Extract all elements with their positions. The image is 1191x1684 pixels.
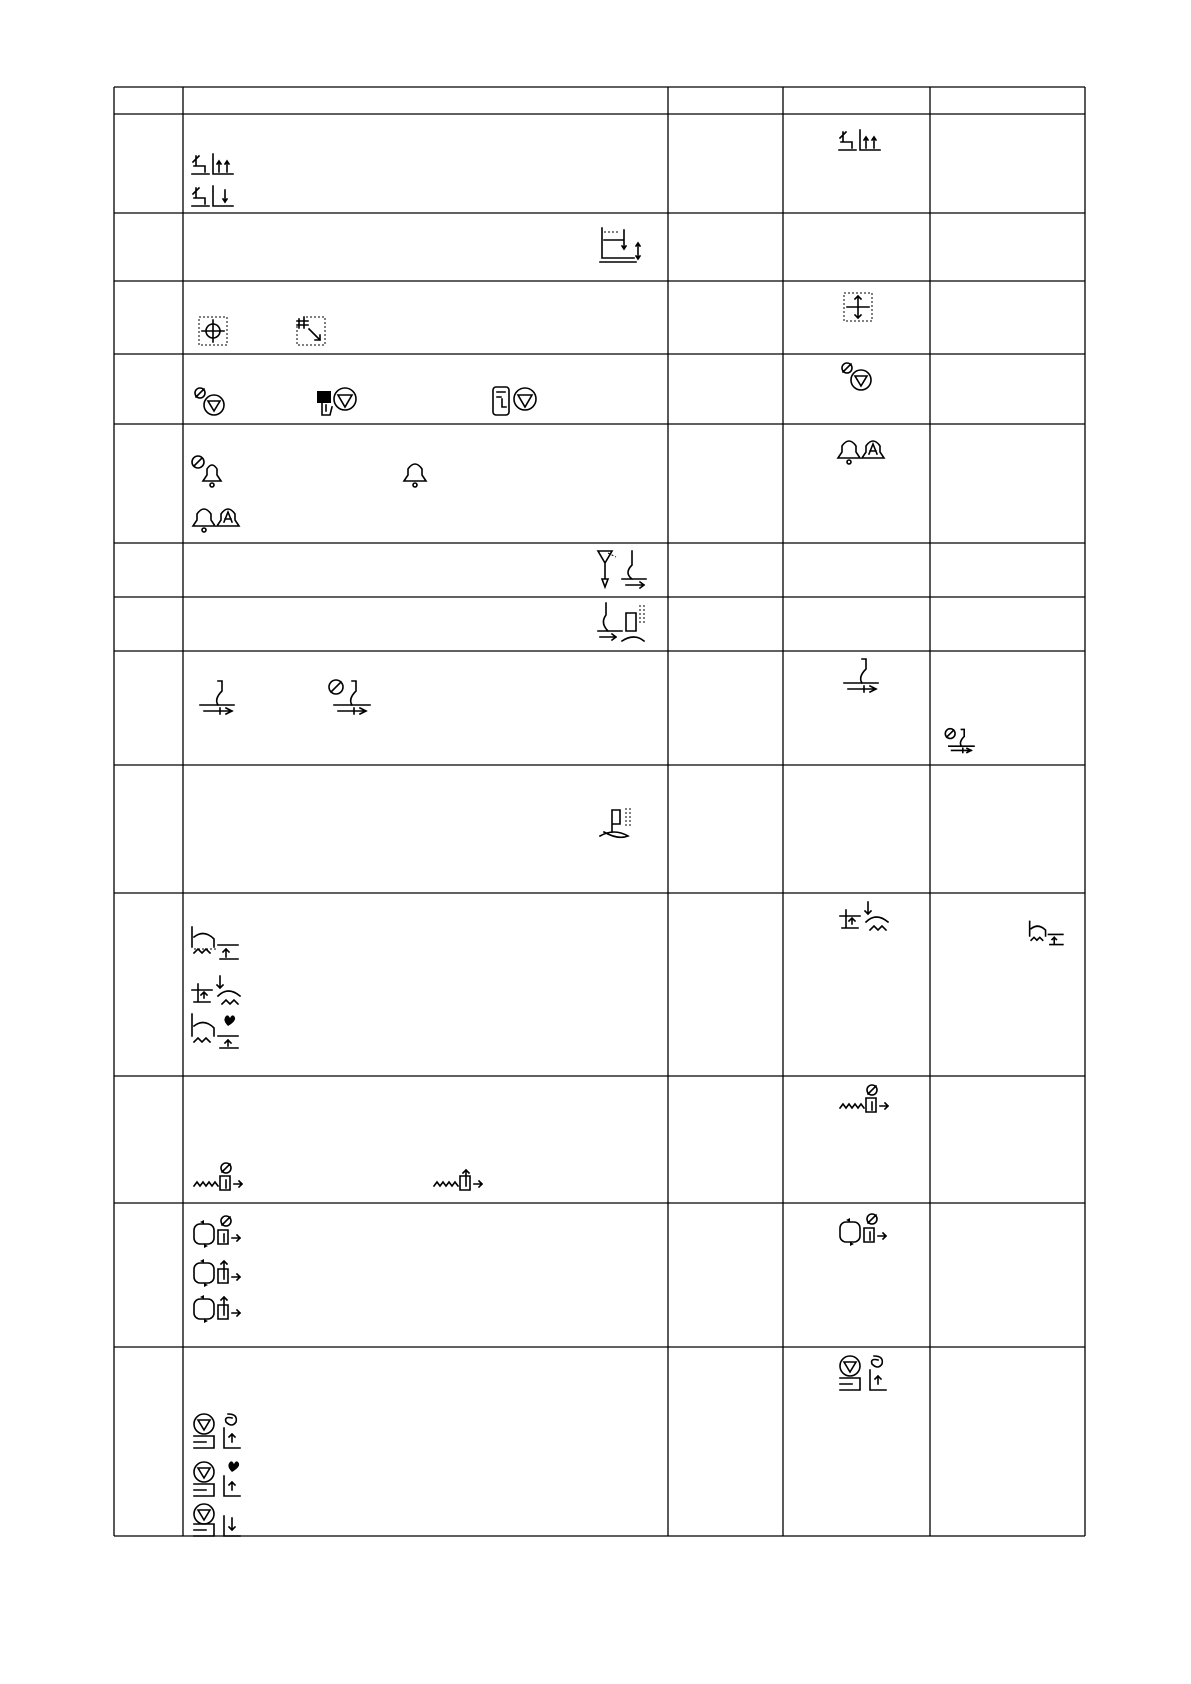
no-stop-icon bbox=[840, 362, 874, 392]
presser-stitch-up-icon bbox=[191, 152, 235, 176]
wiper-feed-icon bbox=[198, 679, 238, 719]
origin-move-icon bbox=[198, 316, 228, 346]
stop-spiral-up-icon bbox=[192, 1412, 244, 1452]
stop-down-icon bbox=[192, 1502, 244, 1538]
needle-thread-icon bbox=[598, 806, 640, 846]
cycle-no-press-icon bbox=[838, 1212, 890, 1246]
grid-jump-icon bbox=[296, 316, 326, 346]
zigzag-no-press-icon bbox=[838, 1084, 890, 1116]
cycle-press-icon bbox=[192, 1259, 244, 1287]
bell-alarm-icon bbox=[191, 504, 241, 534]
no-stop-icon bbox=[193, 387, 227, 417]
presser-stitch-up-icon bbox=[838, 128, 882, 152]
presser-height-icon bbox=[598, 226, 646, 266]
cam-heart-icon bbox=[190, 1012, 242, 1052]
hand-stop-icon bbox=[316, 385, 358, 419]
thread-tension-feed-icon bbox=[596, 549, 648, 591]
bell-icon bbox=[402, 459, 428, 489]
stop-spiral-up-icon bbox=[838, 1354, 890, 1394]
cam-stitch-small-icon bbox=[1028, 920, 1066, 946]
stop-heart-up-icon bbox=[192, 1458, 244, 1498]
no-wiper-feed-icon bbox=[328, 679, 372, 719]
zigzag-no-press-icon bbox=[192, 1162, 244, 1194]
bell-alarm-icon bbox=[836, 436, 886, 466]
no-bell-icon bbox=[191, 455, 227, 489]
wiper-feed-icon bbox=[842, 657, 882, 697]
press-cam-stitch-icon bbox=[838, 900, 892, 936]
panel-stop-icon bbox=[492, 385, 538, 419]
cycle-no-press-icon bbox=[192, 1214, 244, 1248]
zigzag-press-icon bbox=[432, 1168, 484, 1194]
origin-move-icon bbox=[843, 292, 873, 322]
cam-stitch-icon bbox=[190, 925, 242, 961]
presser-stitch-down-icon bbox=[191, 184, 235, 208]
cycle-press-up-icon bbox=[192, 1295, 244, 1323]
press-cam-stitch-icon bbox=[190, 974, 244, 1010]
no-wiper-feed-icon bbox=[944, 728, 976, 756]
thread-pull-feed-icon bbox=[596, 601, 648, 645]
